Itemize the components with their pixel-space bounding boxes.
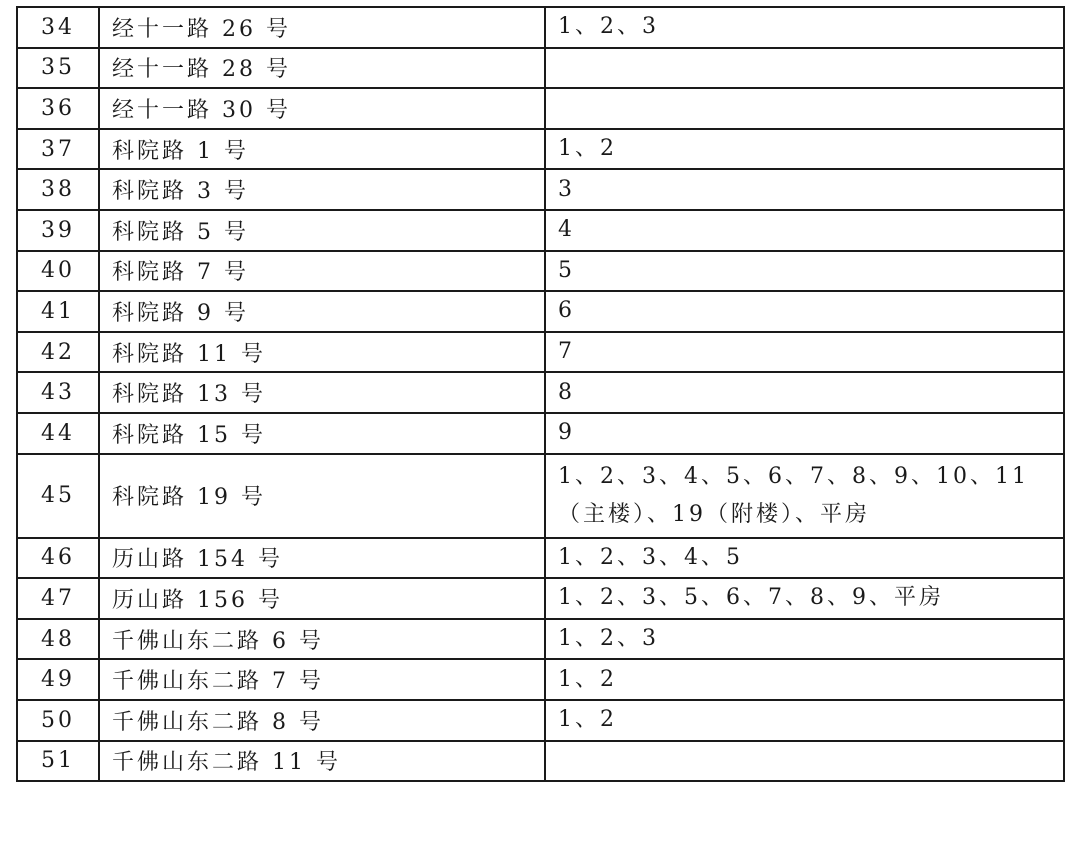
table-row <box>17 372 1064 413</box>
building-numbers-cell <box>545 88 1064 129</box>
row-number: 45 <box>17 454 99 538</box>
building-numbers-cell: 1、2 <box>545 129 1064 170</box>
address-cell: 经十一路 30 号 <box>99 88 545 129</box>
building-numbers-cell <box>545 741 1064 782</box>
table-row <box>17 210 1064 251</box>
building-numbers-cell: 1、2、3、4、5 <box>545 538 1064 579</box>
row-number: 51 <box>17 741 99 782</box>
row-number: 37 <box>17 129 99 170</box>
address-cell: 科院路 15 号 <box>99 413 545 454</box>
building-numbers-cell: 1、2、3、5、6、7、8、9、平房 <box>545 578 1064 619</box>
table-row <box>17 7 1064 48</box>
address-cell: 科院路 1 号 <box>99 129 545 170</box>
table-row <box>17 169 1064 210</box>
address-cell: 千佛山东二路 11 号 <box>99 741 545 782</box>
address-cell: 历山路 154 号 <box>99 538 545 579</box>
address-cell: 经十一路 26 号 <box>99 7 545 48</box>
address-cell: 千佛山东二路 6 号 <box>99 619 545 660</box>
building-numbers-cell: 9 <box>545 413 1064 454</box>
row-number: 39 <box>17 210 99 251</box>
building-numbers-cell: 1、2 <box>545 659 1064 700</box>
address-cell: 科院路 3 号 <box>99 169 545 210</box>
table-row <box>17 251 1064 292</box>
table-row <box>17 48 1064 89</box>
row-number: 44 <box>17 413 99 454</box>
address-cell: 科院路 19 号 <box>99 454 545 538</box>
row-number: 49 <box>17 659 99 700</box>
address-table-body <box>17 7 1064 781</box>
address-cell: 历山路 156 号 <box>99 578 545 619</box>
address-cell: 科院路 9 号 <box>99 291 545 332</box>
building-numbers-cell: 5 <box>545 251 1064 292</box>
table-row <box>17 88 1064 129</box>
building-numbers-cell <box>545 48 1064 89</box>
building-numbers-cell: 6 <box>545 291 1064 332</box>
building-numbers-cell: 1、2、3 <box>545 7 1064 48</box>
row-number: 46 <box>17 538 99 579</box>
building-numbers-cell: 3 <box>545 169 1064 210</box>
row-number: 47 <box>17 578 99 619</box>
building-numbers-cell: 7 <box>545 332 1064 373</box>
row-number: 50 <box>17 700 99 741</box>
table-row <box>17 700 1064 741</box>
address-cell: 科院路 11 号 <box>99 332 545 373</box>
row-number: 34 <box>17 7 99 48</box>
building-numbers-cell: 1、2 <box>545 700 1064 741</box>
building-numbers-cell: 1、2、3、4、5、6、7、8、9、10、11（主楼）、19（附楼）、平房 <box>545 454 1064 538</box>
row-number: 40 <box>17 251 99 292</box>
building-numbers-cell: 1、2、3 <box>545 619 1064 660</box>
table-row <box>17 659 1064 700</box>
row-number: 35 <box>17 48 99 89</box>
table-row <box>17 538 1064 579</box>
building-numbers-cell: 8 <box>545 372 1064 413</box>
address-cell: 科院路 7 号 <box>99 251 545 292</box>
table-row <box>17 413 1064 454</box>
table-row <box>17 454 1064 538</box>
address-cell: 千佛山东二路 8 号 <box>99 700 545 741</box>
address-cell: 经十一路 28 号 <box>99 48 545 89</box>
address-table <box>16 6 1065 782</box>
table-row <box>17 619 1064 660</box>
table-row <box>17 129 1064 170</box>
building-numbers-cell: 4 <box>545 210 1064 251</box>
table-row <box>17 578 1064 619</box>
row-number: 38 <box>17 169 99 210</box>
row-number: 42 <box>17 332 99 373</box>
address-cell: 科院路 5 号 <box>99 210 545 251</box>
table-row <box>17 291 1064 332</box>
address-cell: 千佛山东二路 7 号 <box>99 659 545 700</box>
row-number: 36 <box>17 88 99 129</box>
row-number: 43 <box>17 372 99 413</box>
row-number: 48 <box>17 619 99 660</box>
table-row <box>17 332 1064 373</box>
address-cell: 科院路 13 号 <box>99 372 545 413</box>
table-row <box>17 741 1064 782</box>
row-number: 41 <box>17 291 99 332</box>
